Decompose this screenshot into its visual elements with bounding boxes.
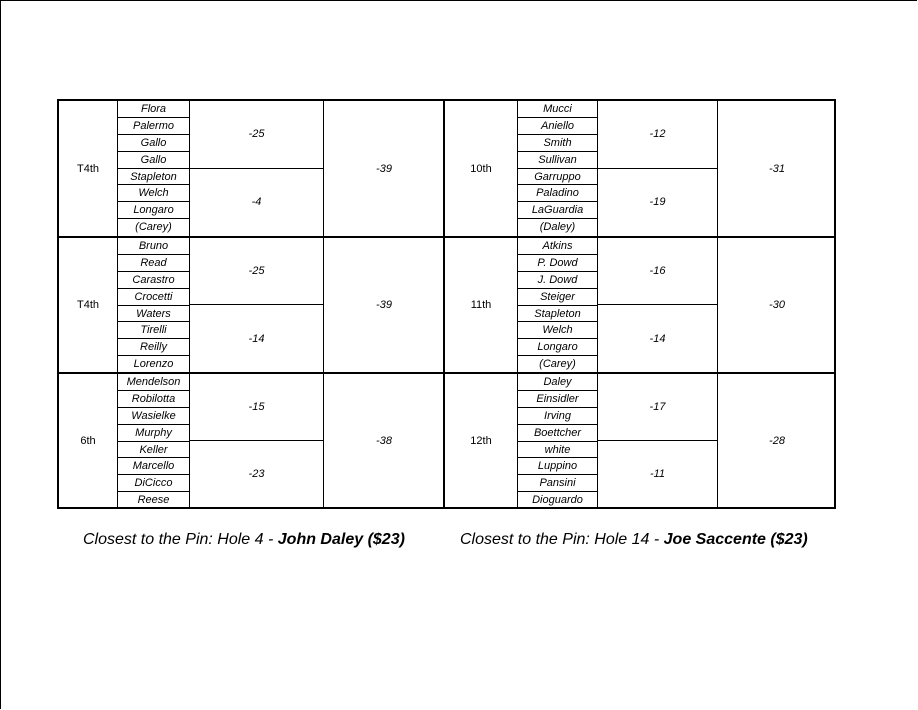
twosome-score: -16 <box>598 238 717 305</box>
twosome-scores <box>190 101 324 236</box>
twosome-score: -25 <box>190 238 323 305</box>
player-name: P. Dowd <box>518 255 597 272</box>
player-names <box>518 101 598 236</box>
player-name: Irving <box>518 408 597 425</box>
player-name: Mucci <box>518 101 597 118</box>
player-name: Gallo <box>118 152 189 169</box>
player-name: Steiger <box>518 289 597 306</box>
player-name: Stapleton <box>118 169 189 186</box>
twosome-score: -14 <box>248 332 265 345</box>
team-block <box>59 372 444 507</box>
closest-to-pin-hole-4 <box>83 531 405 549</box>
twosome-score: -4 <box>251 196 262 209</box>
twosome-score: -15 <box>190 374 323 441</box>
twosome-scores <box>190 374 324 507</box>
player-name: Stapleton <box>518 306 597 323</box>
player-name: Sullivan <box>518 152 597 169</box>
team-block <box>59 236 444 372</box>
player-name: (Carey) <box>135 221 172 234</box>
team-place: T4th <box>59 101 118 236</box>
player-name: Flora <box>118 101 189 118</box>
player-names <box>518 238 598 372</box>
team-place: 10th <box>445 101 518 236</box>
player-name: Carastro <box>118 272 189 289</box>
closest-to-pin-winner: John Daley ($23) <box>277 531 405 548</box>
results-grid <box>57 99 836 509</box>
team-total-score: -39 <box>376 299 392 311</box>
player-name: Murphy <box>118 425 189 442</box>
twosome-scores <box>190 238 324 372</box>
left-column <box>59 101 444 507</box>
team-block <box>445 372 836 507</box>
closest-to-pin-label: Closest to the Pin: Hole 4 - <box>83 531 278 548</box>
team-total-score: -38 <box>376 434 392 447</box>
twosome-score: -23 <box>248 467 265 480</box>
team-place: 11th <box>445 238 518 372</box>
closest-to-pin-hole-14 <box>460 531 808 549</box>
player-name: Mendelson <box>118 374 189 391</box>
twosome-score: -25 <box>190 101 323 169</box>
player-name: Atkins <box>518 238 597 255</box>
twosome-scores <box>598 238 718 372</box>
player-name: Pansini <box>518 475 597 492</box>
team-block <box>445 101 836 236</box>
twosome-scores <box>598 101 718 236</box>
twosome-score: -17 <box>598 374 717 441</box>
player-name: Daley <box>518 374 597 391</box>
player-name: Aniello <box>518 118 597 135</box>
player-names <box>118 238 190 372</box>
twosome-score: -19 <box>649 196 666 209</box>
team-total-score: -30 <box>769 299 785 311</box>
team-total-score: -31 <box>769 162 785 175</box>
team-place: T4th <box>59 238 118 372</box>
team-place: 12th <box>445 374 518 507</box>
twosome-scores <box>598 374 718 507</box>
results-table <box>57 99 836 509</box>
player-names <box>518 374 598 507</box>
player-name: Waters <box>118 306 189 323</box>
player-name: Reilly <box>118 339 189 356</box>
player-name: Read <box>118 255 189 272</box>
player-name: Welch <box>518 322 597 339</box>
player-name: Lorenzo <box>133 358 174 371</box>
player-name: Longaro <box>118 202 189 219</box>
team-place: 6th <box>59 374 118 507</box>
player-name: Einsidler <box>518 391 597 408</box>
player-names <box>118 101 190 236</box>
twosome-score: -14 <box>649 332 666 345</box>
player-name: Tirelli <box>118 322 189 339</box>
player-name: Robilotta <box>118 391 189 408</box>
player-name: (Daley) <box>539 221 576 234</box>
player-name: Paladino <box>518 185 597 202</box>
closest-to-pin-label: Closest to the Pin: Hole 14 - <box>460 531 664 548</box>
player-name: Reese <box>137 494 170 507</box>
player-name: Garruppo <box>518 169 597 186</box>
player-name: LaGuardia <box>518 202 597 219</box>
team-total-score: -39 <box>376 162 392 175</box>
player-name: white <box>518 442 597 459</box>
team-block <box>59 101 444 236</box>
player-name: Smith <box>518 135 597 152</box>
right-column <box>443 101 836 507</box>
player-name: Dioguardo <box>532 494 583 507</box>
player-name: Bruno <box>118 238 189 255</box>
player-name: Luppino <box>518 458 597 475</box>
closest-to-pin-winner: Joe Saccente ($23) <box>663 531 808 548</box>
player-name: Gallo <box>118 135 189 152</box>
player-name: Palermo <box>118 118 189 135</box>
player-name: Wasielke <box>118 408 189 425</box>
player-name: Welch <box>118 185 189 202</box>
player-name: Longaro <box>518 339 597 356</box>
player-name: (Carey) <box>539 358 576 371</box>
player-name: Marcello <box>118 458 189 475</box>
player-name: Boettcher <box>518 425 597 442</box>
team-total-score: -28 <box>769 434 785 447</box>
player-name: DiCicco <box>118 475 189 492</box>
twosome-score: -11 <box>649 467 666 480</box>
player-name: Crocetti <box>118 289 189 306</box>
twosome-score: -12 <box>598 101 717 169</box>
player-name: J. Dowd <box>518 272 597 289</box>
player-name: Keller <box>118 442 189 459</box>
player-names <box>118 374 190 507</box>
team-block <box>445 236 836 372</box>
